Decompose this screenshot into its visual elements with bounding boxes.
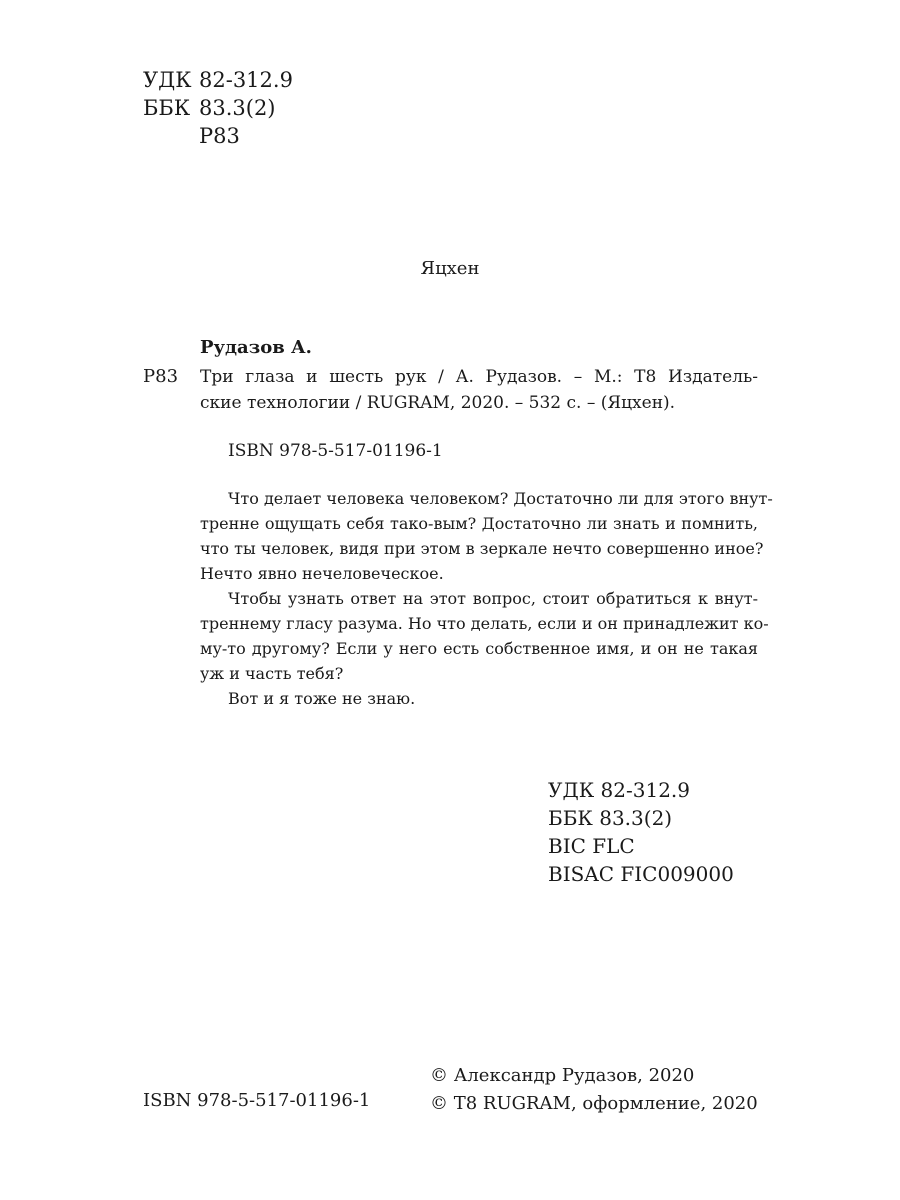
top-classification <box>143 66 293 150</box>
bbk-row <box>143 94 293 122</box>
biblio-line: Три глаза и шесть рук / А. Рудазов. – М.: Т8 Издатель- <box>200 367 758 387</box>
bbk-value: 83.3(2) <box>199 96 276 120</box>
abstract-line: Чтобы узнать ответ на этот вопрос, стоит обратиться к внут- <box>228 589 758 608</box>
abstract-line: что ты человек, видя при этом в зеркале нечто совершенно иное? <box>200 539 764 558</box>
bibliographic-description <box>200 364 758 416</box>
bottom-bbk: ББК 83.3(2) <box>548 806 673 830</box>
isbn-inner: ISBN 978-5-517-01196-1 <box>228 441 443 461</box>
abstract-line: Вот и я тоже не знаю. <box>228 689 416 708</box>
abstract-line: треннему гласу разума. Но что делать, если и он принадлежит ко- <box>200 614 769 633</box>
author-code-marker: Р83 <box>143 366 179 387</box>
udk-row <box>143 66 293 94</box>
abstract-line: Нечто явно нечеловеческое. <box>200 564 444 583</box>
author-name: Рудазов А. <box>200 337 312 358</box>
abstract <box>200 486 773 711</box>
isbn-bottom: ISBN 978-5-517-01196-1 <box>143 1090 371 1111</box>
bottom-classification <box>548 776 734 888</box>
abstract-line: му-то другому? Если у него есть собственное имя, и он не такая <box>200 639 758 658</box>
abstract-line: тренне ощущать себя тако-вым? Достаточно ли знать и помнить, <box>200 514 758 533</box>
bbk-label: ББК <box>143 96 191 120</box>
series-title: Яцхен <box>420 258 480 279</box>
bottom-bisac: BISAC FIC009000 <box>548 862 734 886</box>
copyright-publisher: © Т8 RUGRAM, оформление, 2020 <box>430 1093 758 1114</box>
author-code-row <box>143 122 293 150</box>
udk-label: УДК <box>143 68 192 92</box>
bottom-udk: УДК 82-312.9 <box>548 778 691 802</box>
biblio-line: ские технологии / RUGRAM, 2020. – 532 с. – (Яцхен). <box>200 393 676 413</box>
abstract-line: уж и часть тебя? <box>200 664 344 683</box>
author-code: Р83 <box>199 124 240 148</box>
copyright-author: © Александр Рудазов, 2020 <box>430 1065 695 1086</box>
abstract-line: Что делает человека человеком? Достаточно ли для этого внут- <box>228 489 773 508</box>
bottom-bic: BIC FLC <box>548 834 635 858</box>
copyright-block <box>430 1062 758 1118</box>
udk-value: 82-312.9 <box>199 68 293 92</box>
